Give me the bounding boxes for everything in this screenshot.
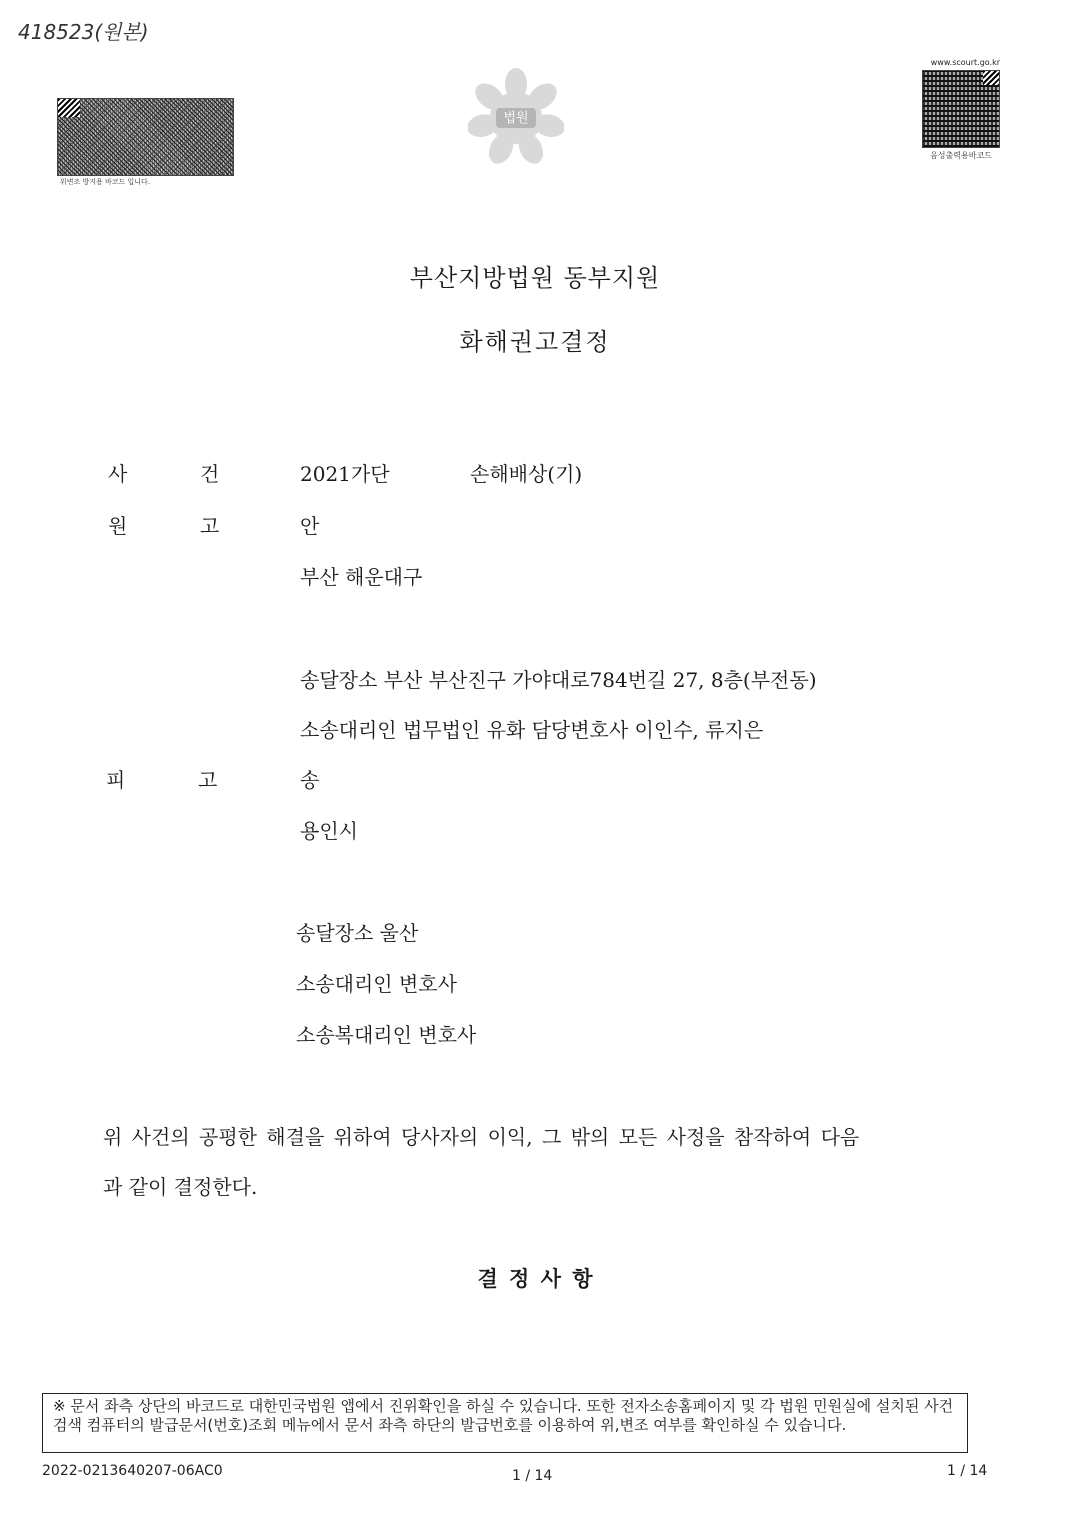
- case-label-1: 사: [108, 462, 128, 486]
- document-title: 화해권고결정: [459, 328, 611, 356]
- defendant-delivery: 송달장소 울산: [296, 921, 419, 945]
- plaintiff-address: 부산 해운대구: [300, 565, 423, 589]
- qr-caption: 음성출력용바코드: [930, 151, 992, 160]
- case-number: 2021가단: [300, 462, 390, 486]
- defendant-attorney: 소송대리인 변호사: [296, 972, 457, 996]
- plaintiff-label-1: 원: [108, 514, 128, 538]
- handwritten-note: 418523(원본): [18, 20, 149, 44]
- case-type: 손해배상(기): [470, 462, 583, 486]
- page-number-center: 1 / 14: [512, 1468, 553, 1484]
- plaintiff-attorney: 소송대리인 법무법인 유화 담당변호사 이인수, 류지은: [300, 718, 764, 742]
- plaintiff-delivery: 송달장소 부산 부산진구 가야대로784번길 27, 8층(부전동): [300, 668, 817, 692]
- case-label-2: 건: [200, 462, 220, 486]
- statement-line-1: 위 사건의 공평한 해결을 위하여 당사자의 이익, 그 밖의 모든 사정을 참작하여 다음: [103, 1125, 860, 1149]
- decision-heading: 결 정 사 항: [477, 1267, 593, 1291]
- defendant-label-2: 고: [198, 768, 218, 792]
- anti-forgery-barcode: [57, 98, 234, 176]
- court-seal-icon: [468, 66, 564, 166]
- defendant-sub-attorney: 소송복대리인 변호사: [296, 1023, 477, 1047]
- defendant-address: 용인시: [300, 819, 358, 843]
- verification-notice: ※ 문서 좌측 상단의 바코드로 대한민국법원 앱에서 진위확인을 하실 수 있습니다. 또한 전자소송홈페이지 및 각 법원 민원실에 설치된 사건검색 컴퓨터의 발급문서(번호)조회 메뉴에서 문서 좌측 하단의 발급번호를 이용하여 위,변조 여부를 확인하실 수 있습니다.: [42, 1393, 968, 1453]
- defendant-label-1: 피: [106, 768, 126, 792]
- issue-number: 2022-0213640207-06AC0: [42, 1463, 223, 1479]
- voice-output-barcode: [922, 70, 1000, 148]
- plaintiff-name: 안: [300, 514, 320, 538]
- plaintiff-label-2: 고: [200, 514, 220, 538]
- defendant-name: 송: [300, 768, 320, 792]
- page-number-right: 1 / 14: [947, 1463, 988, 1479]
- barcode-caption: 위변조 방지용 바코드 입니다.: [60, 178, 151, 186]
- website-url: www.scourt.go.kr: [930, 58, 1000, 67]
- statement-line-2: 과 같이 결정한다.: [103, 1175, 258, 1199]
- court-name: 부산지방법원 동부지원: [409, 264, 661, 292]
- seal-text: 법원: [503, 111, 529, 126]
